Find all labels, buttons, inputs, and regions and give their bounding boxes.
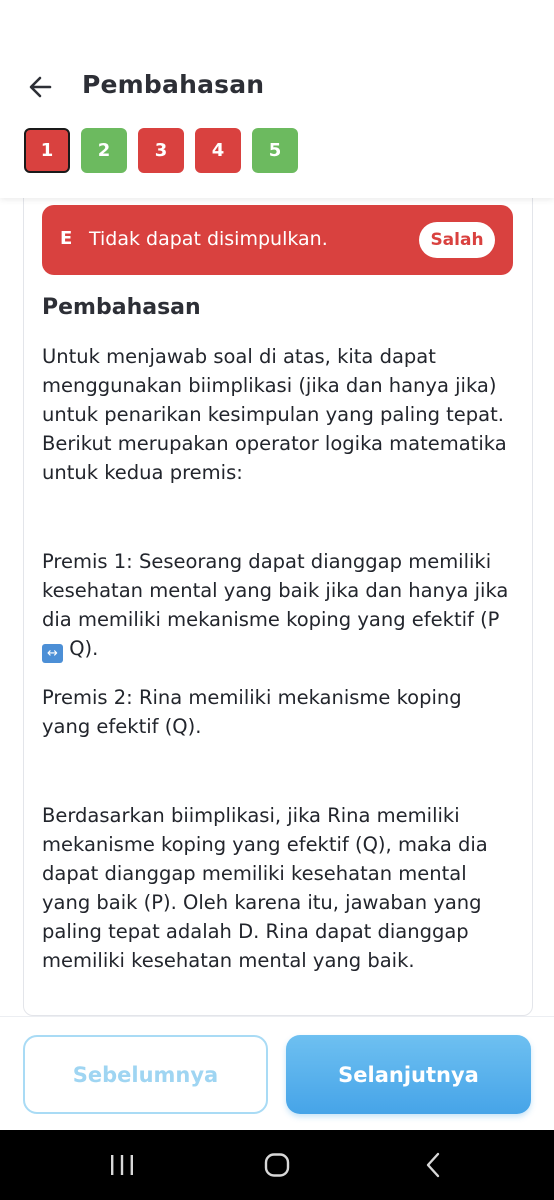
recent-apps-icon[interactable] — [108, 1152, 136, 1178]
answer-text: Tidak dapat disimpulkan. — [89, 228, 328, 250]
question-button-4[interactable]: 4 — [195, 128, 241, 173]
question-navigator — [24, 128, 298, 173]
premise-1-text: Premis 1: Seseorang dapat dianggap memiliki kesehatan mental yang baik jika dan hanya jika dia memiliki mekanisme koping yang efektif (P — [42, 550, 509, 631]
question-button-2[interactable]: 2 — [81, 128, 127, 173]
back-button[interactable] — [26, 72, 56, 102]
explanation-title: Pembahasan — [42, 295, 201, 320]
arrow-left-icon — [26, 72, 56, 102]
premise-1 — [42, 547, 512, 663]
status-badge: Salah — [419, 222, 495, 258]
answer-letter: E — [60, 228, 73, 249]
bottom-action-bar — [0, 1016, 554, 1131]
page-title: Pembahasan — [82, 70, 265, 99]
home-icon[interactable] — [263, 1152, 291, 1178]
previous-button[interactable]: Sebelumnya — [23, 1035, 268, 1114]
system-navigation-bar — [0, 1130, 554, 1200]
conclusion-paragraph: Berdasarkan biimplikasi, jika Rina memiliki mekanisme koping yang efektif (Q), maka dia dapat dianggap memiliki kesehatan mental yang baik (P). Oleh karena itu, jawaban yang paling tepat adalah D. Rina dapat dianggap memiliki kesehatan mental yang baik. — [42, 804, 488, 972]
question-button-3[interactable]: 3 — [138, 128, 184, 173]
question-button-5[interactable]: 5 — [252, 128, 298, 173]
explanation-paragraph: Untuk menjawab soal di atas, kita dapat menggunakan biimplikasi (jika dan hanya jika) untuk penarikan kesimpulan yang paling tepat. Berikut merupakan operator logika matematika untuk kedua premis: — [42, 345, 507, 484]
premise-1-end: Q). — [63, 637, 99, 660]
nav-back-icon[interactable] — [420, 1152, 448, 1178]
question-button-1[interactable]: 1 — [24, 128, 70, 173]
selected-answer-option — [42, 205, 513, 275]
explanation-card[interactable] — [23, 180, 533, 1016]
double-arrow-icon: ↔ — [42, 644, 63, 663]
top-app-bar — [0, 0, 554, 198]
next-button[interactable]: Selanjutnya — [286, 1035, 531, 1114]
premise-2: Premis 2: Rina memiliki mekanisme koping yang efektif (Q). — [42, 686, 462, 738]
